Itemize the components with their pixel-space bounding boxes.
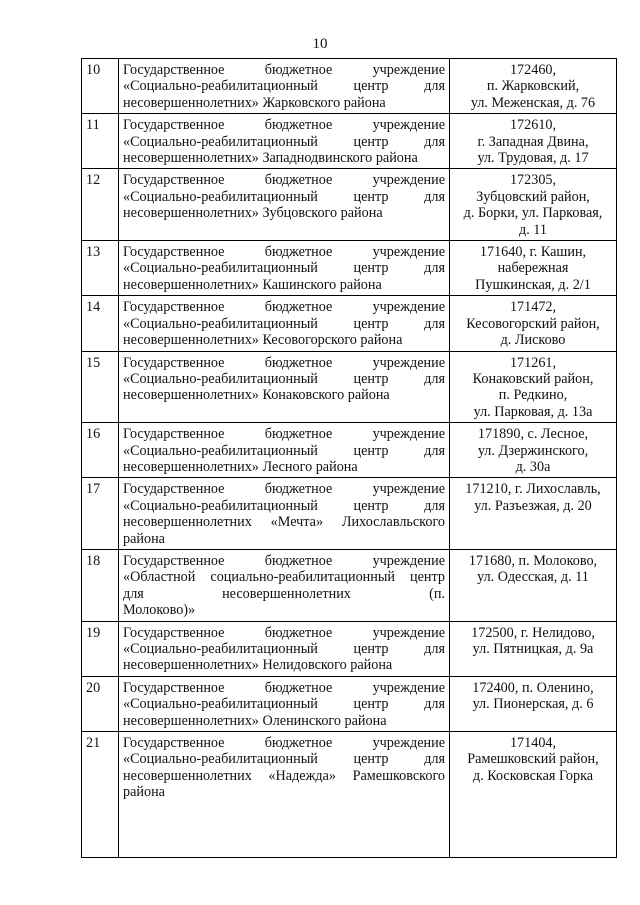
institution-name-line: Государственное бюджетное учреждение (123, 552, 445, 569)
institution-name-line: Государственное бюджетное учреждение (123, 117, 445, 134)
row-number: 15 (82, 351, 119, 423)
institution-name-line: несовершеннолетних» Лесного района (123, 458, 358, 475)
institution-name-line: «Социально-реабилитационный центр для (123, 188, 445, 205)
institution-name-line: «Социально-реабилитационный центр для (123, 78, 445, 95)
institution-name-line: «Социально-реабилитационный центр для (123, 133, 445, 150)
institution-address-cell (450, 732, 617, 858)
institution-name-line: «Социально-реабилитационный центр для (123, 641, 445, 657)
row-number: 16 (82, 423, 119, 478)
institution-name-cell (119, 549, 450, 621)
institution-name-cell (119, 351, 450, 423)
address-line: ул. Пятницкая, д. 9а (472, 641, 594, 657)
table-row (82, 296, 617, 351)
institution-name-cell (119, 676, 450, 731)
row-number: 12 (82, 169, 119, 241)
institution-name-line: «Социально-реабилитационный центр для (123, 260, 445, 277)
row-number: 20 (82, 676, 119, 731)
address-line: д. Косковская Горка (472, 767, 594, 784)
institutions-table (81, 58, 617, 858)
institution-name-line: «Социально-реабилитационный центр для (123, 751, 445, 768)
institution-name-cell (119, 478, 450, 550)
address-line: ул. Трудовая, д. 17 (477, 150, 589, 167)
institution-address-cell (450, 296, 617, 351)
table-row (82, 549, 617, 621)
institution-name-line: несовершеннолетних «Мечта» Лихославльского (123, 514, 445, 531)
page-number: 10 (312, 36, 328, 52)
institution-name-line: несовершеннолетних» Кашинского района (123, 276, 382, 293)
row-number: 11 (82, 114, 119, 169)
address-line: д. Борки, ул. Парковая, (463, 205, 603, 222)
institution-name-line: несовершеннолетних» Кесовогорского района (123, 332, 403, 349)
institution-address-cell (450, 478, 617, 550)
table-row (82, 621, 617, 676)
address-line: 171472, (509, 299, 557, 316)
table-row (82, 351, 617, 423)
institution-name-line: несовершеннолетних» Зубцовского района (123, 205, 383, 222)
institutions-table-body (82, 59, 617, 858)
address-line: 172460, (509, 62, 557, 78)
table-row (82, 241, 617, 296)
table-row (82, 732, 617, 858)
row-number: 17 (82, 478, 119, 550)
institution-name-line: «Социально-реабилитационный центр для (123, 696, 445, 713)
address-line: 171680, п. Молоково, (468, 552, 598, 569)
row-number: 19 (82, 621, 119, 676)
institution-address-cell (450, 423, 617, 478)
address-line: ул. Пионерская, д. 6 (472, 696, 594, 713)
address-line: Рамешковский район, (467, 751, 599, 768)
institution-address-cell (450, 114, 617, 169)
row-number: 14 (82, 296, 119, 351)
institution-name-cell (119, 169, 450, 241)
table-row (82, 676, 617, 731)
institution-address-cell (450, 676, 617, 731)
row-number: 18 (82, 549, 119, 621)
institution-name-cell (119, 241, 450, 296)
address-line: ул. Разъезжая, д. 20 (474, 497, 592, 514)
institution-name-line: «Социально-реабилитационный центр для (123, 442, 445, 459)
institution-name-line: Государственное бюджетное учреждение (123, 354, 445, 371)
address-line: п. Редкино, (498, 387, 568, 404)
address-line: 172305, (509, 172, 557, 189)
institution-name-line: несовершеннолетних» Конаковского района (123, 387, 390, 404)
institution-name-line: «Социально-реабилитационный центр для (123, 315, 445, 332)
institution-name-line: Государственное бюджетное учреждение (123, 426, 445, 443)
institution-name-cell (119, 621, 450, 676)
address-line: набережная (497, 260, 569, 277)
address-line: 171640, г. Кашин, (479, 244, 587, 261)
address-line: ул. Меженская, д. 76 (470, 94, 596, 111)
institution-name-line: «Социально-реабилитационный центр для (123, 497, 445, 514)
address-line: ул. Одесская, д. 11 (477, 569, 589, 586)
address-line: Зубцовский район, (476, 188, 590, 205)
institution-name-cell (119, 114, 450, 169)
institution-name-line: несовершеннолетних» Нелидовского района (123, 657, 393, 674)
address-line: ул. Парковая, д. 13а (473, 403, 593, 420)
address-line: г. Западная Двина, (477, 133, 589, 150)
address-line: п. Жарковский, (486, 78, 580, 95)
address-line: 171210, г. Лихославль, (465, 481, 601, 498)
table-row (82, 423, 617, 478)
table-row (82, 114, 617, 169)
table-row (82, 169, 617, 241)
address-line: ул. Дзержинского, (477, 442, 589, 459)
address-line: д. 30а (515, 458, 551, 475)
address-line: Конаковский район, (472, 370, 594, 387)
row-number: 13 (82, 241, 119, 296)
institution-name-line: Государственное бюджетное учреждение (123, 299, 445, 316)
institution-name-line: Государственное бюджетное учреждение (123, 172, 445, 189)
address-line: 172610, (509, 117, 557, 134)
institution-name-line: Молоково)» (123, 602, 196, 619)
institution-name-line: Государственное бюджетное учреждение (123, 735, 445, 752)
institution-name-line: Государственное бюджетное учреждение (123, 62, 445, 78)
institution-name-cell (119, 732, 450, 858)
address-line: 172400, п. Оленино, (472, 679, 594, 696)
institution-name-line: несовершеннолетних» Жарковского района (123, 94, 386, 111)
institution-name-line: несовершеннолетних «Надежда» Рамешковского (123, 767, 445, 784)
institution-address-cell (450, 549, 617, 621)
institution-name-line: «Областной социально-реабилитационный центр (123, 569, 445, 586)
institution-name-line: Государственное бюджетное учреждение (123, 679, 445, 696)
institution-address-cell (450, 169, 617, 241)
address-line: Кесовогорский район, (466, 315, 600, 332)
institution-name-line: Государственное бюджетное учреждение (123, 481, 445, 498)
institution-name-line: «Социально-реабилитационный центр для (123, 370, 445, 387)
address-line: Пушкинская, д. 2/1 (475, 276, 591, 293)
institution-name-cell (119, 59, 450, 114)
institution-address-cell (450, 351, 617, 423)
address-line: 172500, г. Нелидово, (471, 624, 595, 641)
table-row (82, 478, 617, 550)
institution-name-line: района (123, 784, 165, 801)
table-row (82, 59, 617, 114)
institution-name-line: Государственное бюджетное учреждение (123, 624, 445, 641)
address-line: 171261, (509, 354, 557, 371)
institution-address-cell (450, 241, 617, 296)
institution-address-cell (450, 621, 617, 676)
address-line: д. 11 (519, 221, 547, 238)
address-line: 171404, (509, 735, 557, 752)
institution-name-line: несовершеннолетних» Западнодвинского района (123, 150, 418, 167)
institution-name-line: для несовершеннолетних (п. (123, 585, 445, 602)
address-line: 171890, с. Лесное, (477, 426, 589, 443)
address-line: д. Лисково (500, 332, 566, 349)
institution-name-cell (119, 296, 450, 351)
institution-name-line: района (123, 530, 165, 547)
institution-name-line: Государственное бюджетное учреждение (123, 244, 445, 261)
row-number: 21 (82, 732, 119, 858)
institution-name-cell (119, 423, 450, 478)
institution-address-cell (450, 59, 617, 114)
institution-name-line: несовершеннолетних» Оленинского района (123, 712, 387, 729)
row-number: 10 (82, 59, 119, 114)
